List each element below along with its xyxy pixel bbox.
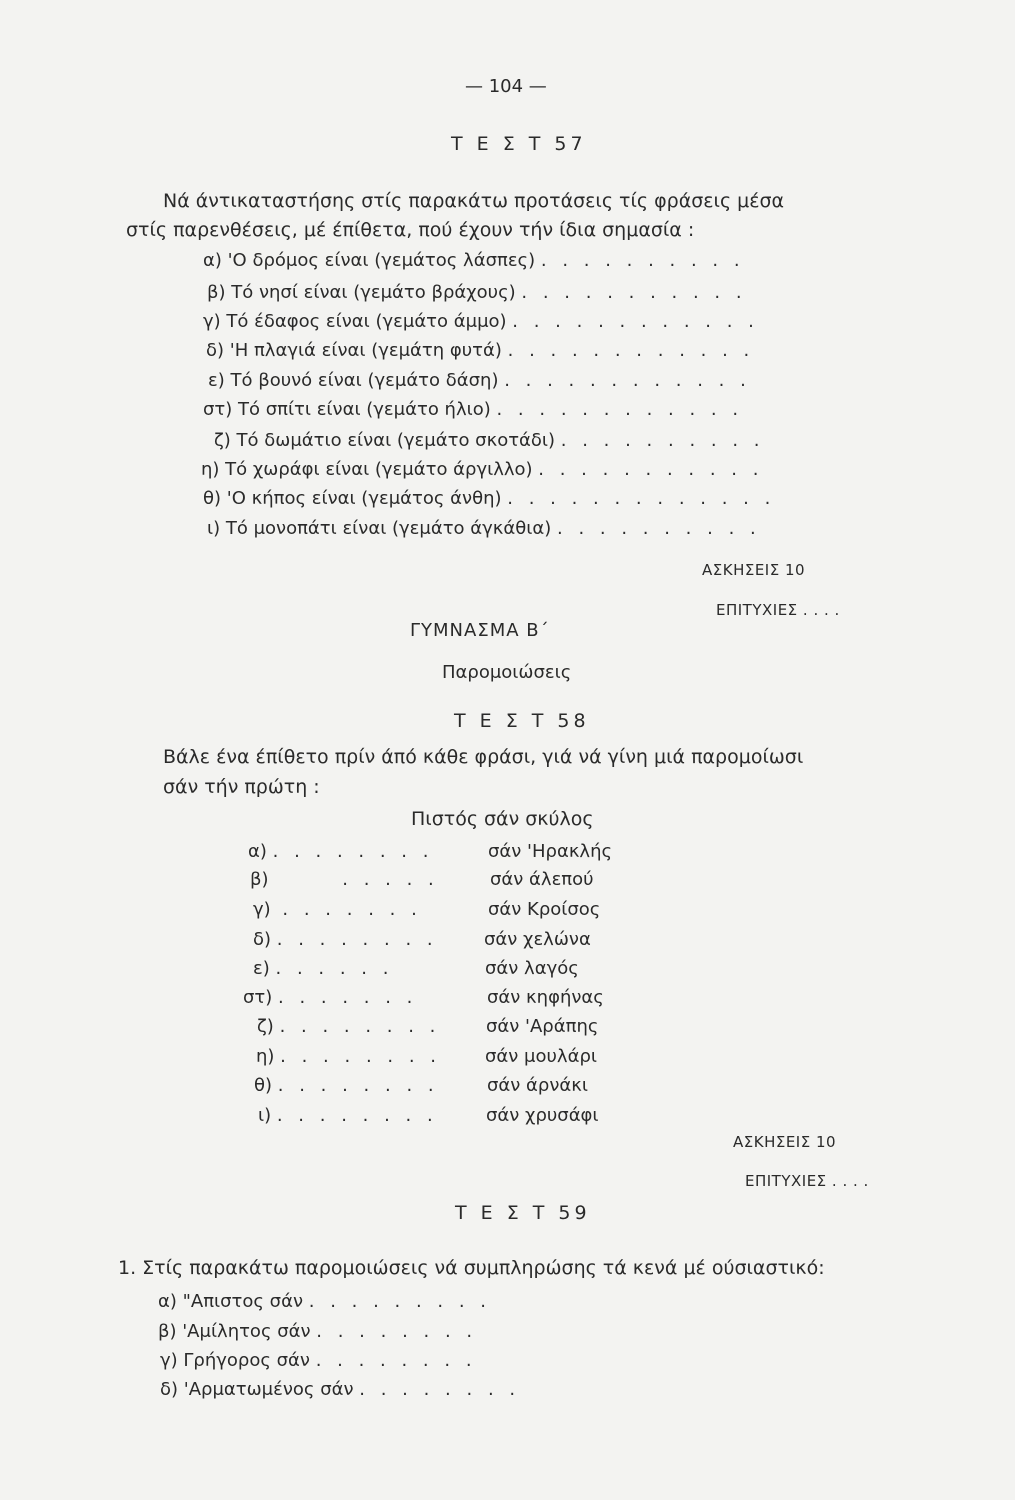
test58-item: θ) . . . . . . . . <box>254 1075 439 1096</box>
test57-item: ζ) Τό δωμάτιο είναι (γεμάτο σκοτάδι) . . . . . . . . . . <box>214 430 765 451</box>
test57-item: ι) Τό μονοπάτι είναι (γεμάτο άγκάθια) . . . . . . . . . . <box>207 518 761 539</box>
test57-success-label: ΕΠΙΤΥΧΙΕΣ . . . . <box>716 601 840 619</box>
test59-title: Τ Ε Σ Τ 59 <box>455 1202 591 1224</box>
test58-item-text: σάν χρυσάφι <box>486 1105 599 1126</box>
test57-instruction-line2: στίς παρενθέσεις, μέ έπίθετα, πού έχουν τήν ίδια σημασία : <box>126 219 695 241</box>
test58-item-text: σάν μουλάρι <box>485 1046 597 1067</box>
test59-item: β) 'Αμίλητος σάν . . . . . . . . <box>158 1321 478 1342</box>
test58-item-text: σάν κηφήνας <box>487 987 604 1008</box>
test58-score-label: ΑΣΚΗΣΕΙΣ 10 <box>733 1133 837 1151</box>
test58-instruction-line1: Βάλε ένα έπίθετο πρίν άπό κάθε φράσι, γιά νά γίνη μιά παρομοίωσι <box>163 746 804 768</box>
test58-item: γ) . . . . . . . <box>253 899 422 920</box>
test57-item: στ) Τό σπίτι είναι (γεμάτο ήλιο) . . . . . . . . . . . . <box>203 399 744 420</box>
test58-example: Πιστός σάν σκύλος <box>411 808 594 830</box>
test58-item: δ) . . . . . . . . <box>253 929 438 950</box>
test57-score-label: ΑΣΚΗΣΕΙΣ 10 <box>702 561 806 579</box>
section-subtitle: Παρομοιώσεις <box>442 662 572 683</box>
test59-item: α) "Απιστος σάν . . . . . . . . . <box>158 1291 492 1312</box>
test58-item: α) . . . . . . . . <box>248 841 434 862</box>
test58-item-text: σάν Κροίσος <box>488 899 601 920</box>
test58-item: ε) . . . . . . <box>253 958 394 979</box>
test58-title: Τ Ε Σ Τ 58 <box>454 710 590 732</box>
test58-item: ζ) . . . . . . . . <box>257 1016 441 1037</box>
test57-title: Τ Ε Σ Τ 57 <box>451 133 587 155</box>
page-number: — 104 — <box>465 76 547 97</box>
test58-item-text: σάν άρνάκι <box>487 1075 588 1096</box>
test58-item-text: σάν 'Αράπης <box>486 1016 599 1037</box>
test57-item: ε) Τό βουνό είναι (γεμάτο δάση) . . . . . . . . . . . . <box>208 370 751 391</box>
test57-item: θ) 'Ο κήπος είναι (γεμάτος άνθη) . . . . . . . . . . . . . <box>203 488 776 509</box>
test57-item: β) Τό νησί είναι (γεμάτο βράχους) . . . . . . . . . . . <box>207 282 747 303</box>
section-title: ΓΥΜΝΑΣΜΑ Β΄ <box>410 620 550 641</box>
test58-item: στ) . . . . . . . <box>243 987 418 1008</box>
test58-success-label: ΕΠΙΤΥΧΙΕΣ . . . . <box>745 1172 869 1190</box>
test58-item: ι) . . . . . . . . <box>258 1105 438 1126</box>
test58-item-text: σάν χελώνα <box>484 929 591 950</box>
test58-item: η) . . . . . . . . <box>256 1046 441 1067</box>
test57-instruction-line1: Νά άντικαταστήσης στίς παρακάτω προτάσεις τίς φράσεις μέσα <box>163 190 785 212</box>
test57-item: δ) 'Η πλαγιά είναι (γεμάτη φυτά) . . . . . . . . . . . . <box>206 340 755 361</box>
test58-instruction-line2: σάν τήν πρώτη : <box>163 776 320 798</box>
test57-item: η) Τό χωράφι είναι (γεμάτο άργιλλο) . . . . . . . . . . . <box>201 459 764 480</box>
test58-item: β) . . . . . <box>250 869 439 890</box>
test59-instruction: 1. Στίς παρακάτω παρομοιώσεις νά συμπληρώσης τά κενά μέ ούσιαστικό: <box>118 1257 825 1279</box>
test59-item: δ) 'Αρματωμένος σάν . . . . . . . . <box>160 1379 521 1400</box>
test59-item: γ) Γρήγορος σάν . . . . . . . . <box>160 1350 477 1371</box>
test57-item: γ) Τό έδαφος είναι (γεμάτο άμμο) . . . . . . . . . . . . <box>203 311 759 332</box>
test58-item-text: σάν 'Ηρακλής <box>488 841 613 862</box>
test57-item: α) 'Ο δρόμος είναι (γεμάτος λάσπες) . . . . . . . . . . <box>203 250 745 271</box>
test58-item-text: σάν λαγός <box>485 958 579 979</box>
test58-item-text: σάν άλεπού <box>490 869 594 890</box>
